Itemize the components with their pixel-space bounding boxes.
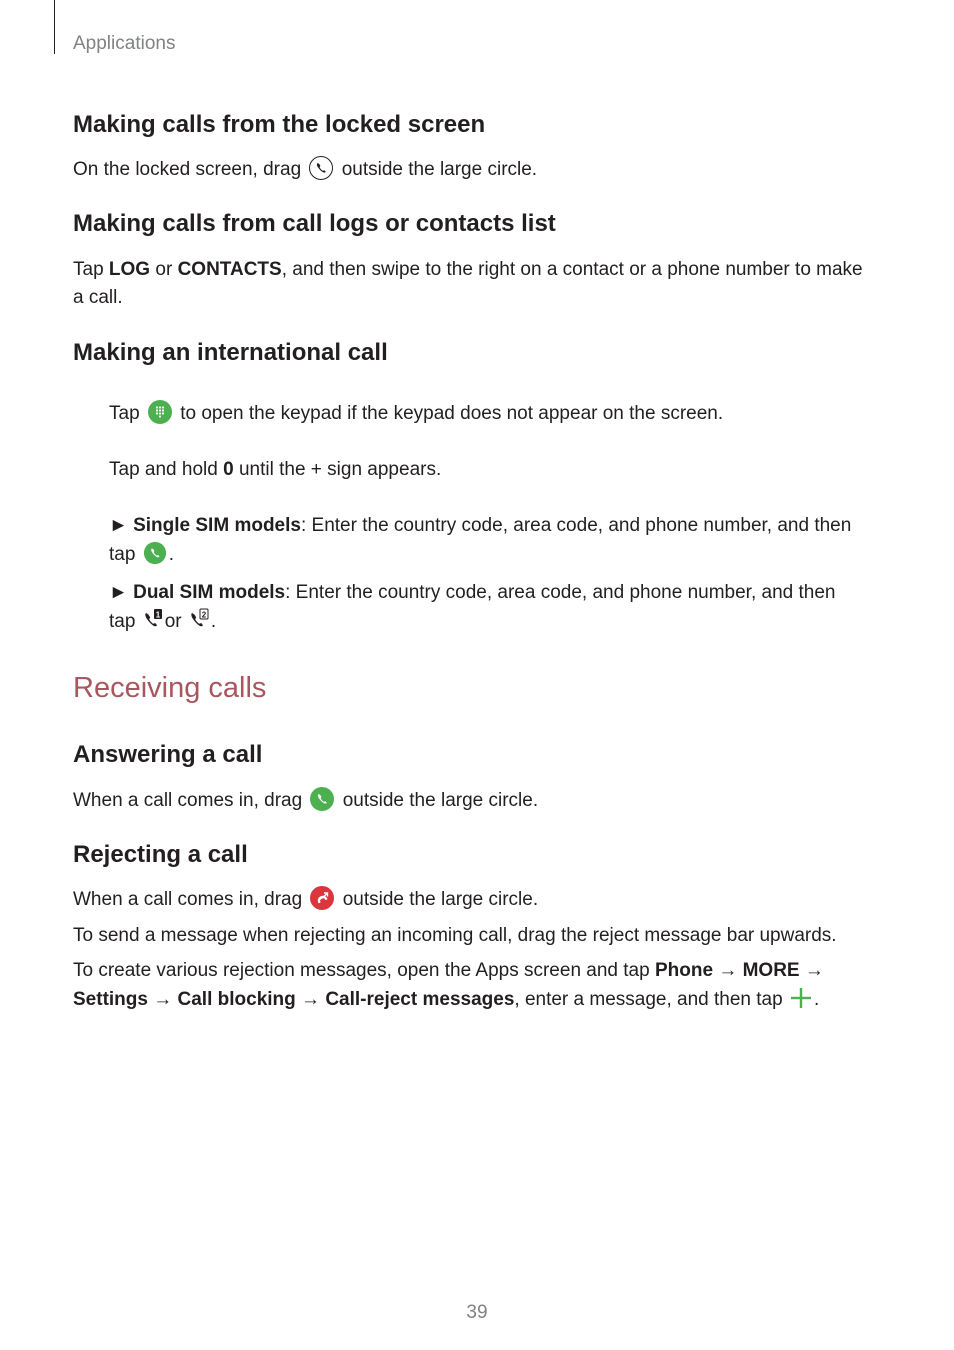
call-reject-messages-label: Call-reject messages <box>325 989 515 1010</box>
locked-screen-text <box>73 155 537 184</box>
dual-sim-label: Dual SIM models <box>133 582 286 603</box>
text-fragment: On the locked screen, drag <box>73 159 302 180</box>
reject-call-icon <box>309 885 335 911</box>
text-fragment: : Enter the country code, area code, and phone number, and then <box>300 515 852 536</box>
log-label: LOG <box>108 259 151 280</box>
sim2-call-icon <box>189 608 209 632</box>
arrow-icon: → <box>301 989 321 1010</box>
plus-icon <box>790 987 812 1009</box>
text-fragment: outside the large circle. <box>341 159 538 180</box>
arrow-icon: → <box>718 960 738 981</box>
phone-outline-icon <box>308 155 334 181</box>
phone-label: Phone <box>654 960 714 981</box>
sim1-call-icon <box>143 608 163 632</box>
text-fragment: . <box>168 544 174 565</box>
text-fragment: When a call comes in, drag <box>73 790 303 811</box>
single-sim-label: Single SIM models <box>133 515 301 536</box>
international-step-2 <box>109 455 441 484</box>
bullet-icon: ► <box>109 582 128 603</box>
text-fragment: To create various rejection messages, open the Apps screen and tap <box>73 960 650 981</box>
heading-rejecting: Rejecting a call <box>73 841 248 868</box>
text-fragment: . <box>210 611 217 632</box>
arrow-icon: → <box>153 989 173 1010</box>
call-blocking-label: Call blocking <box>177 989 296 1010</box>
text-fragment: Tap <box>73 259 104 280</box>
text-fragment: outside the large circle. <box>342 790 539 811</box>
text-fragment: , and then swipe to the right on a contact or a phone number to make <box>281 259 863 280</box>
rejecting-text <box>73 885 538 914</box>
contacts-label: CONTACTS <box>177 259 282 280</box>
international-step-1 <box>109 399 723 428</box>
call-button-icon <box>143 541 167 565</box>
heading-answering: Answering a call <box>73 741 263 768</box>
text-fragment: to open the keypad if the keypad does not appear on the screen. <box>180 403 724 424</box>
text-fragment: , enter a message, and then tap <box>514 989 783 1010</box>
heading-receiving-calls: Receiving calls <box>73 672 267 704</box>
text-fragment: When a call comes in, drag <box>73 889 303 910</box>
single-sim-line1 <box>109 511 851 540</box>
bullet-icon: ► <box>109 515 128 536</box>
single-sim-line2 <box>109 540 174 569</box>
reject-message-text: To send a message when rejecting an incoming call, drag the reject message bar upwards. <box>73 925 837 946</box>
zero-key-label: 0 <box>223 459 234 480</box>
text-fragment: or <box>164 611 182 632</box>
text-fragment: : Enter the country code, area code, and phone number, and then <box>285 582 836 603</box>
heading-locked-screen: Making calls from the locked screen <box>73 111 486 138</box>
dual-sim-line1 <box>109 578 835 607</box>
text-fragment: or <box>155 259 173 280</box>
create-rejection-line1 <box>73 956 824 985</box>
sim2-badge: 2 <box>201 610 207 620</box>
answer-call-icon <box>309 786 335 812</box>
header-rule <box>54 0 55 54</box>
text-fragment: Tap <box>109 403 140 424</box>
create-rejection-line2 <box>73 985 819 1014</box>
heading-international: Making an international call <box>73 339 388 366</box>
text-fragment: outside the large circle. <box>342 889 539 910</box>
page-number: 39 <box>466 1302 488 1323</box>
arrow-icon: → <box>804 960 824 981</box>
more-label: MORE <box>742 960 800 981</box>
call-logs-text-line2: a call. <box>73 287 123 308</box>
section-label: Applications <box>73 33 176 54</box>
dual-sim-line2 <box>109 607 216 636</box>
text-fragment: until the + sign appears. <box>238 459 442 480</box>
call-logs-text-line1 <box>73 255 863 284</box>
sim1-badge: 1 <box>155 610 160 620</box>
text-fragment: Tap and hold <box>109 459 218 480</box>
answering-text <box>73 786 538 815</box>
settings-label: Settings <box>73 989 148 1010</box>
heading-call-logs: Making calls from call logs or contacts list <box>73 210 556 237</box>
text-fragment: tap <box>109 544 136 565</box>
keypad-icon <box>147 399 173 425</box>
text-fragment: . <box>813 989 820 1010</box>
text-fragment: tap <box>109 611 136 632</box>
